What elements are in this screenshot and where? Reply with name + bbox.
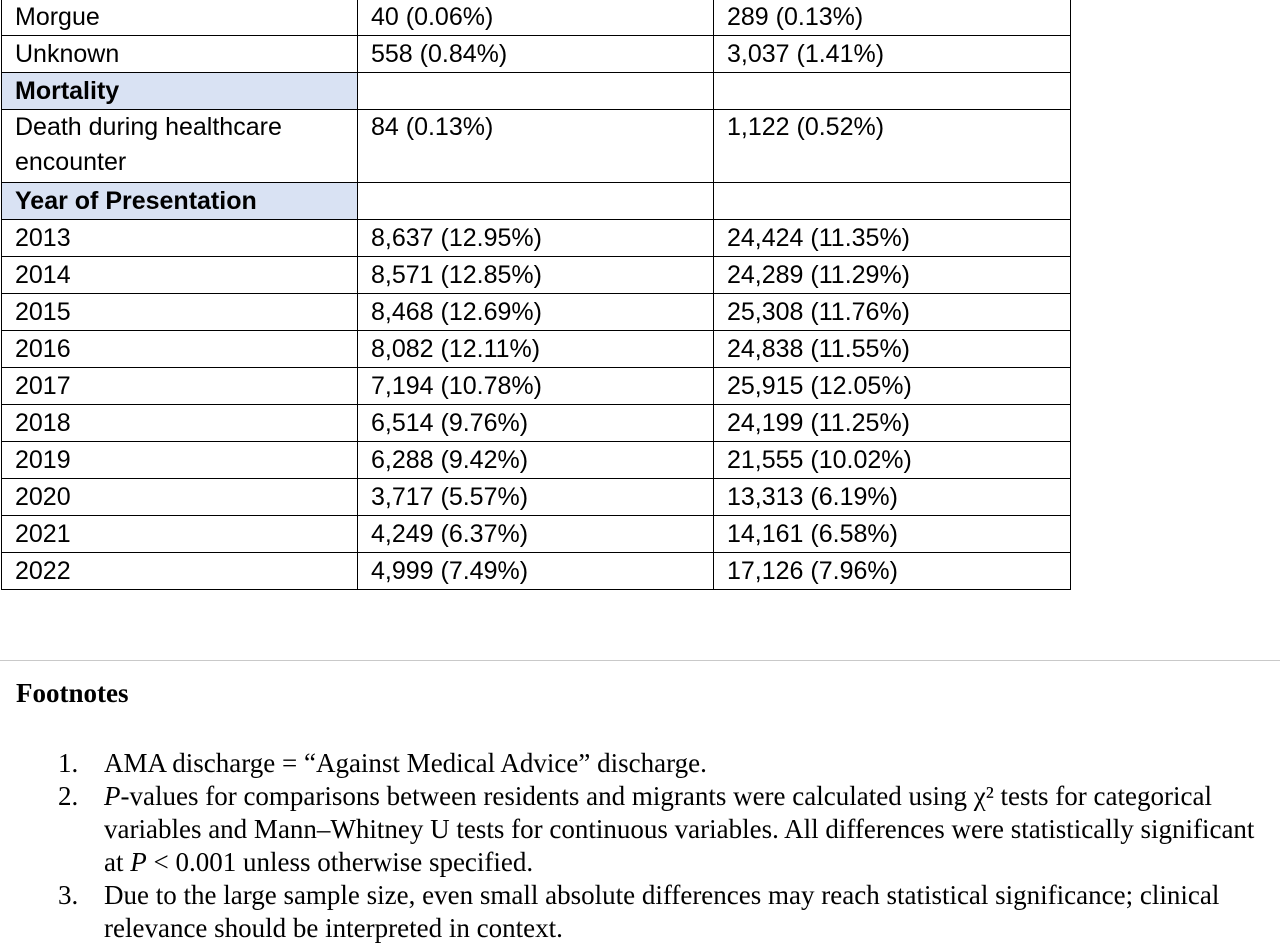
results-table-body [2, 0, 1071, 590]
p-symbol: P [104, 781, 121, 811]
footnotes-list [0, 747, 1260, 945]
section-label-cell: Mortality [2, 73, 358, 110]
value-cell: 3,037 (1.41%) [714, 36, 1071, 73]
value-cell: 84 (0.13%) [358, 110, 714, 183]
value-cell [714, 73, 1071, 110]
footnote-item [0, 879, 1260, 945]
table-row [2, 516, 1071, 553]
value-cell: 24,289 (11.29%) [714, 257, 1071, 294]
row-label-cell: 2020 [2, 479, 358, 516]
value-cell: 4,249 (6.37%) [358, 516, 714, 553]
row-label-cell: 2021 [2, 516, 358, 553]
table-row [2, 368, 1071, 405]
value-cell [358, 183, 714, 220]
row-label-cell: 2015 [2, 294, 358, 331]
footnote-number: 2. [58, 781, 79, 811]
value-cell: 558 (0.84%) [358, 36, 714, 73]
value-cell: 17,126 (7.96%) [714, 553, 1071, 590]
table-row [2, 553, 1071, 590]
footnote-text-part: -values for comparisons between residents and migrants were calculated using χ² tests for categorical variables and Mann–Whitney U tests for continuous variables. All differences were statistically significant at [104, 781, 1255, 877]
value-cell: 24,424 (11.35%) [714, 220, 1071, 257]
row-label-cell: Unknown [2, 36, 358, 73]
p-symbol: P [130, 847, 147, 877]
row-label-cell: Death during healthcare encounter [2, 110, 358, 183]
value-cell: 25,915 (12.05%) [714, 368, 1071, 405]
footnote-text: AMA discharge = “Against Medical Advice” discharge. [104, 748, 707, 778]
value-cell: 8,637 (12.95%) [358, 220, 714, 257]
row-label-cell: Morgue [2, 0, 358, 36]
section-label-cell: Year of Presentation [2, 183, 358, 220]
section-header-row [2, 183, 1071, 220]
value-cell: 6,288 (9.42%) [358, 442, 714, 479]
footnote-text-part: < 0.001 unless otherwise specified. [146, 847, 534, 877]
value-cell: 4,999 (7.49%) [358, 553, 714, 590]
footnote-number: 1. [58, 748, 79, 778]
value-cell: 25,308 (11.76%) [714, 294, 1071, 331]
table-row [2, 36, 1071, 73]
table-row [2, 220, 1071, 257]
value-cell [714, 183, 1071, 220]
value-cell: 40 (0.06%) [358, 0, 714, 36]
row-label-cell: 2019 [2, 442, 358, 479]
row-label-cell: 2017 [2, 368, 358, 405]
row-label-cell: 2013 [2, 220, 358, 257]
footnote-text: Due to the large sample size, even small absolute differences may reach statistical significance; clinical relevance should be interpreted in context. [104, 880, 1220, 943]
table-row [2, 0, 1071, 36]
value-cell: 8,082 (12.11%) [358, 331, 714, 368]
row-label-cell: 2016 [2, 331, 358, 368]
value-cell: 14,161 (6.58%) [714, 516, 1071, 553]
footnote-item [0, 780, 1260, 879]
footnote-number: 3. [58, 880, 79, 910]
section-divider [0, 660, 1280, 661]
row-label-cell: 2022 [2, 553, 358, 590]
value-cell: 1,122 (0.52%) [714, 110, 1071, 183]
value-cell: 289 (0.13%) [714, 0, 1071, 36]
section-header-row [2, 73, 1071, 110]
footnote-text [104, 780, 1260, 879]
value-cell: 7,194 (10.78%) [358, 368, 714, 405]
value-cell: 21,555 (10.02%) [714, 442, 1071, 479]
table-row [2, 331, 1071, 368]
value-cell: 24,838 (11.55%) [714, 331, 1071, 368]
table-row [2, 257, 1071, 294]
table-row [2, 479, 1071, 516]
value-cell: 3,717 (5.57%) [358, 479, 714, 516]
footnote-item [0, 747, 1260, 780]
value-cell: 24,199 (11.25%) [714, 405, 1071, 442]
value-cell: 13,313 (6.19%) [714, 479, 1071, 516]
value-cell [358, 73, 714, 110]
footnotes-heading: Footnotes [16, 678, 129, 708]
value-cell: 8,571 (12.85%) [358, 257, 714, 294]
value-cell: 8,468 (12.69%) [358, 294, 714, 331]
table-row [2, 405, 1071, 442]
table-row [2, 110, 1071, 183]
results-table [1, 0, 1071, 590]
table-row [2, 442, 1071, 479]
value-cell: 6,514 (9.76%) [358, 405, 714, 442]
table-row [2, 294, 1071, 331]
row-label-cell: 2014 [2, 257, 358, 294]
row-label-cell: 2018 [2, 405, 358, 442]
